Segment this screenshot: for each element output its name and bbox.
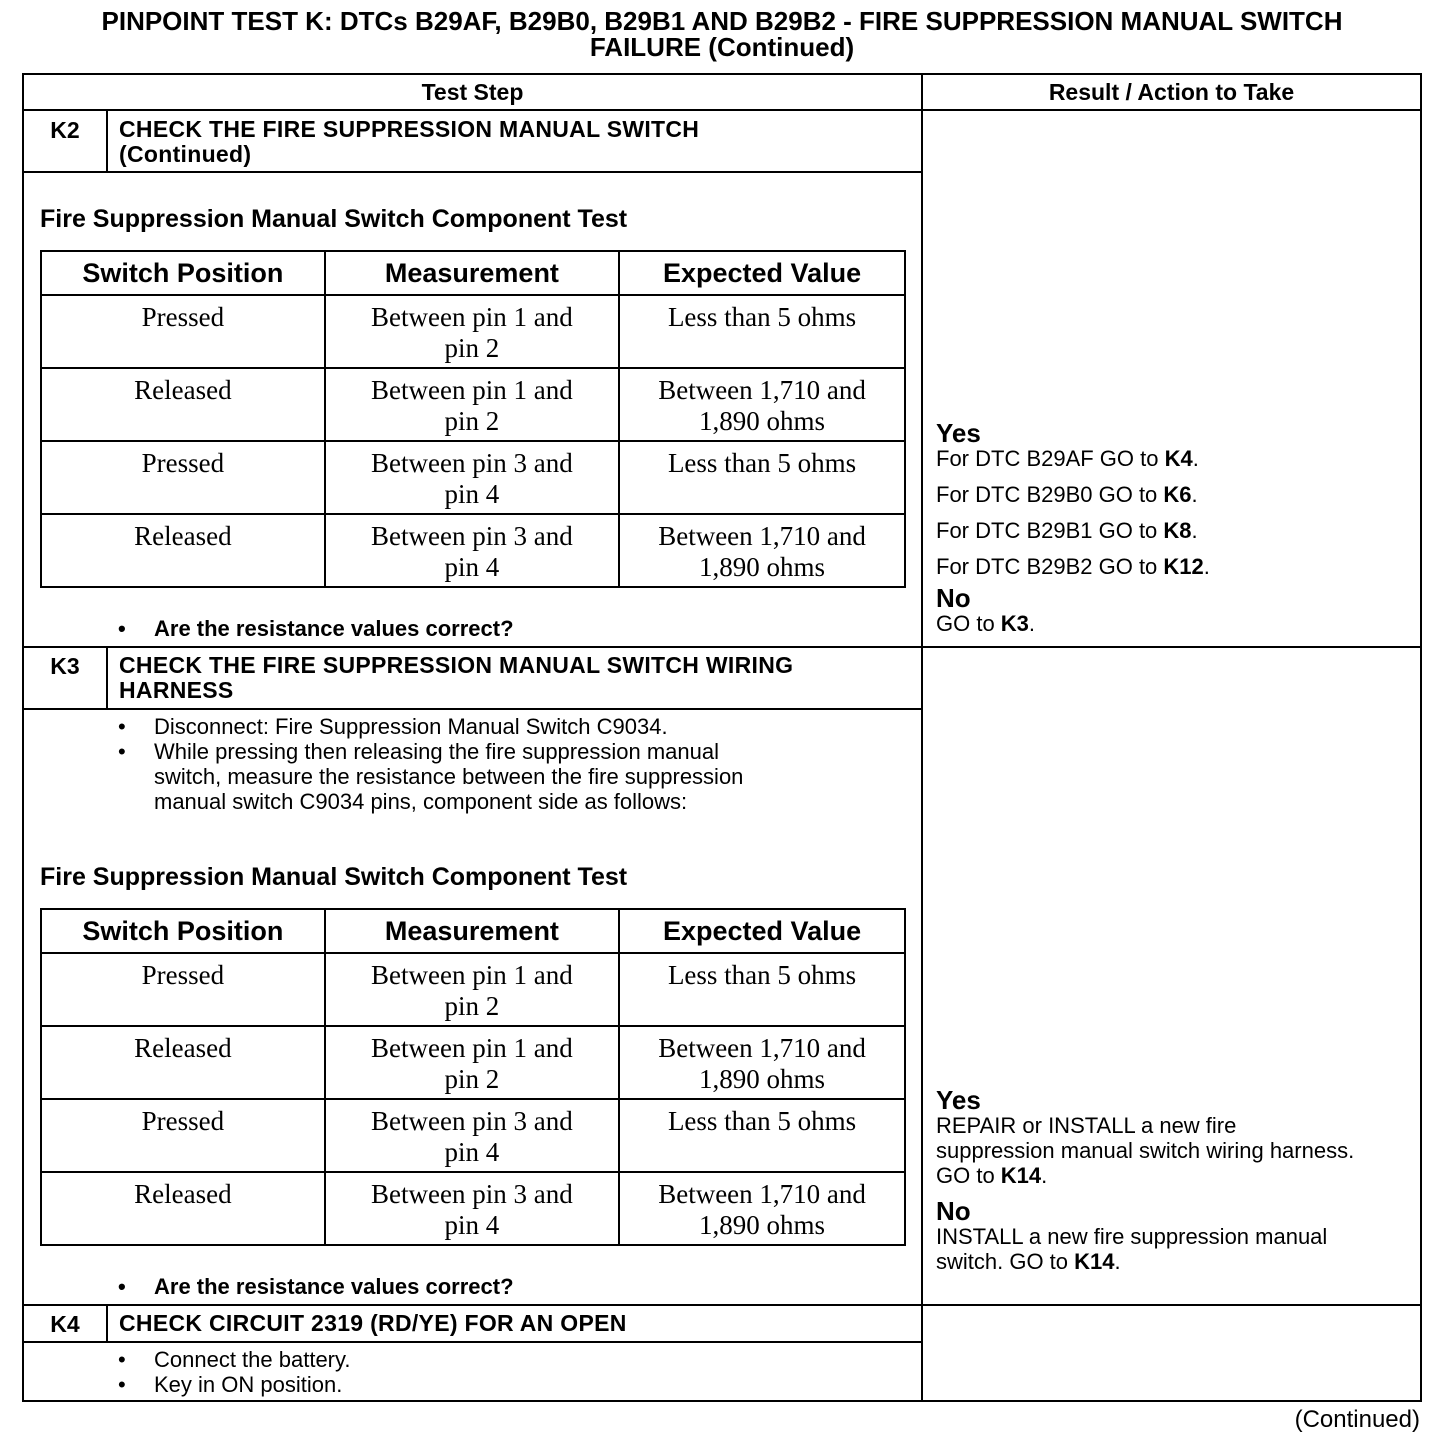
cell-measurement	[325, 295, 619, 368]
bullet-icon: •	[118, 1274, 126, 1299]
th-switch-position: Switch Position	[41, 909, 325, 953]
no-line-end: .	[1114, 1249, 1121, 1274]
yes-line-end: .	[1203, 554, 1210, 579]
bullet-icon: •	[118, 1372, 126, 1397]
bullet-icon: •	[118, 714, 126, 739]
no-line-end: .	[1028, 611, 1036, 636]
cell-position: Released	[41, 1026, 325, 1099]
table-row	[41, 514, 905, 587]
th-measurement: Measurement	[325, 909, 619, 953]
k3-no-label: No	[936, 1196, 971, 1226]
expected-line1: Between 1,710 and	[658, 521, 866, 551]
expected-line1: Less than 5 ohms	[667, 1106, 857, 1136]
yes-line-text: GO to	[936, 1163, 1001, 1188]
k2-title-divider	[24, 171, 922, 173]
measurement-line2: pin 2	[444, 333, 500, 363]
measurement-line2: pin 2	[444, 991, 500, 1021]
yes-line-end: .	[1041, 1163, 1048, 1188]
th-expected-value: Expected Value	[619, 251, 905, 295]
cell-expected	[619, 953, 905, 1026]
k2-question	[118, 616, 898, 641]
measurement-line2: pin 4	[444, 552, 500, 582]
cell-measurement	[325, 953, 619, 1026]
header-test-step: Test Step	[421, 79, 524, 105]
goto-target: K6	[1163, 482, 1192, 507]
bullet-icon: •	[118, 616, 126, 641]
k4-bullet-connect	[118, 1347, 908, 1372]
measurement-line2: pin 4	[444, 1137, 500, 1167]
measurement-line1: Between pin 3 and	[371, 1179, 573, 1209]
step-id-k4: K4	[50, 1311, 80, 1337]
cell-position: Pressed	[41, 1099, 325, 1172]
measurement-line2: pin 4	[444, 479, 500, 509]
expected-line1: Between 1,710 and	[658, 375, 866, 405]
bullet-line: manual switch C9034 pins, component side as follows:	[154, 789, 688, 814]
goto-target: K4	[1164, 446, 1193, 471]
table-header-row	[41, 251, 905, 295]
k3-k4-divider	[24, 1304, 1420, 1306]
expected-line1: Less than 5 ohms	[667, 302, 857, 332]
k3-no-line2	[936, 1249, 1426, 1274]
table-row	[41, 441, 905, 514]
cell-position: Released	[41, 1172, 325, 1245]
step-title-k3-line2: HARNESS	[119, 677, 234, 703]
th-measurement: Measurement	[325, 251, 619, 295]
measurement-line1: Between pin 1 and	[371, 302, 573, 332]
cell-expected	[619, 368, 905, 441]
th-switch-position: Switch Position	[41, 251, 325, 295]
k2-yes-line	[936, 518, 1426, 543]
k2-no-label: No	[936, 583, 971, 613]
cell-measurement	[325, 1099, 619, 1172]
step-title-k4: CHECK CIRCUIT 2319 (RD/YE) FOR AN OPEN	[119, 1310, 627, 1336]
k3-id-divider	[106, 647, 108, 708]
cell-expected	[619, 295, 905, 368]
bullet-icon: •	[118, 1347, 126, 1372]
k2-yes-line	[936, 554, 1426, 579]
goto-target: K8	[1163, 518, 1192, 543]
yes-line-text: For DTC B29B0 GO to	[936, 482, 1164, 507]
k2-question-text: Are the resistance values correct?	[154, 616, 514, 641]
page-title-line2: FAILURE (Continued)	[589, 32, 855, 62]
column-divider	[921, 75, 923, 1400]
table-row	[41, 368, 905, 441]
header-result: Result / Action to Take	[1048, 79, 1295, 105]
cell-position: Pressed	[41, 953, 325, 1026]
continued-footer: (Continued)	[1294, 1406, 1420, 1433]
k2-k3-divider	[24, 646, 1420, 648]
table-row	[41, 295, 905, 368]
k3-yes-line3	[936, 1163, 1426, 1188]
cell-measurement	[325, 441, 619, 514]
step-title-k3-line1: CHECK THE FIRE SUPPRESSION MANUAL SWITCH WIRING	[119, 652, 794, 678]
k2-id-divider	[106, 110, 108, 171]
expected-line1: Between 1,710 and	[658, 1179, 866, 1209]
yes-line-text: For DTC B29B1 GO to	[936, 518, 1164, 543]
cell-expected	[619, 514, 905, 587]
yes-line-end: .	[1192, 446, 1199, 471]
k4-bullet-key	[118, 1372, 908, 1397]
k2-no-line	[936, 611, 1426, 636]
measurement-line2: pin 2	[444, 406, 500, 436]
expected-line2: 1,890 ohms	[699, 1064, 826, 1094]
cell-expected	[619, 1099, 905, 1172]
k4-title-divider	[24, 1341, 922, 1343]
expected-line2: 1,890 ohms	[699, 406, 826, 436]
step-title-k2	[119, 117, 699, 167]
k4-id-divider	[106, 1305, 108, 1341]
step-title-k2-line1: CHECK THE FIRE SUPPRESSION MANUAL SWITCH	[119, 116, 700, 142]
pinpoint-test-table	[22, 73, 1422, 1402]
k2-yes-line	[936, 446, 1426, 471]
bullet-text	[154, 739, 743, 814]
k3-yes-line1: REPAIR or INSTALL a new fire	[936, 1113, 1237, 1138]
k3-component-test-table	[40, 908, 906, 1246]
table-row	[41, 1099, 905, 1172]
bullet-text: Connect the battery.	[154, 1347, 351, 1372]
cell-position: Pressed	[41, 295, 325, 368]
expected-line1: Less than 5 ohms	[667, 960, 857, 990]
measurement-line1: Between pin 1 and	[371, 1033, 573, 1063]
header-divider	[24, 109, 1420, 111]
cell-position: Pressed	[41, 441, 325, 514]
k3-yes-line2: suppression manual switch wiring harness.	[936, 1138, 1355, 1163]
k3-bullet-disconnect	[118, 714, 908, 739]
goto-target: K14	[1074, 1249, 1115, 1274]
k2-result	[936, 420, 1426, 636]
k2-component-test-table	[40, 250, 906, 588]
expected-line1: Between 1,710 and	[658, 1033, 866, 1063]
cell-expected	[619, 1026, 905, 1099]
bullet-icon: •	[118, 739, 126, 764]
cell-measurement	[325, 1026, 619, 1099]
cell-measurement	[325, 514, 619, 587]
k3-question	[118, 1274, 898, 1299]
bullet-line: While pressing then releasing the fire suppression manual	[154, 739, 719, 764]
yes-line-text: For DTC B29B2 GO to	[936, 554, 1164, 579]
no-line-text: GO to	[936, 611, 1001, 636]
goto-target: K3	[1000, 611, 1029, 636]
cell-measurement	[325, 368, 619, 441]
cell-expected	[619, 1172, 905, 1245]
measurement-line1: Between pin 1 and	[371, 375, 573, 405]
step-id-k2: K2	[50, 117, 80, 143]
yes-line-end: .	[1191, 518, 1198, 543]
cell-expected	[619, 441, 905, 514]
page-title	[0, 8, 1444, 60]
table-header-row	[41, 909, 905, 953]
k3-table-title: Fire Suppression Manual Switch Component Test	[40, 863, 628, 891]
k3-no-line1: INSTALL a new fire suppression manual	[936, 1224, 1328, 1249]
k2-yes-label: Yes	[936, 418, 981, 448]
measurement-line2: pin 2	[444, 1064, 500, 1094]
measurement-line2: pin 4	[444, 1210, 500, 1240]
yes-line-text: For DTC B29AF GO to	[936, 446, 1165, 471]
table-row	[41, 953, 905, 1026]
k3-title-divider	[24, 708, 922, 710]
bullet-text: Key in ON position.	[154, 1372, 343, 1397]
cell-measurement	[325, 1172, 619, 1245]
expected-line2: 1,890 ohms	[699, 552, 826, 582]
k3-result	[936, 1087, 1426, 1274]
cell-position: Released	[41, 368, 325, 441]
k3-bullet-measure	[118, 739, 908, 814]
k2-table-title: Fire Suppression Manual Switch Component Test	[40, 205, 628, 233]
step-title-k2-line2: (Continued)	[119, 141, 252, 167]
bullet-text: Disconnect: Fire Suppression Manual Switch C9034.	[154, 714, 668, 739]
page-title-line1: PINPOINT TEST K: DTCs B29AF, B29B0, B29B1 AND B29B2 - FIRE SUPPRESSION MANUAL SWITCH	[101, 6, 1343, 36]
goto-target: K14	[1000, 1163, 1042, 1188]
k2-yes-line	[936, 482, 1426, 507]
bullet-line: switch, measure the resistance between the fire suppression	[154, 764, 744, 789]
expected-line2: 1,890 ohms	[699, 1210, 826, 1240]
k3-question-text: Are the resistance values correct?	[154, 1274, 514, 1299]
table-row	[41, 1172, 905, 1245]
th-expected-value: Expected Value	[619, 909, 905, 953]
step-id-k3: K3	[50, 653, 80, 679]
yes-line-end: .	[1191, 482, 1198, 507]
k3-yes-label: Yes	[936, 1085, 981, 1115]
goto-target: K12	[1163, 554, 1204, 579]
cell-position: Released	[41, 514, 325, 587]
step-title-k3	[119, 653, 793, 703]
measurement-line1: Between pin 3 and	[371, 448, 573, 478]
measurement-line1: Between pin 3 and	[371, 1106, 573, 1136]
expected-line1: Less than 5 ohms	[667, 448, 857, 478]
table-row	[41, 1026, 905, 1099]
measurement-line1: Between pin 3 and	[371, 521, 573, 551]
measurement-line1: Between pin 1 and	[371, 960, 573, 990]
no-line-text: switch. GO to	[936, 1249, 1075, 1274]
